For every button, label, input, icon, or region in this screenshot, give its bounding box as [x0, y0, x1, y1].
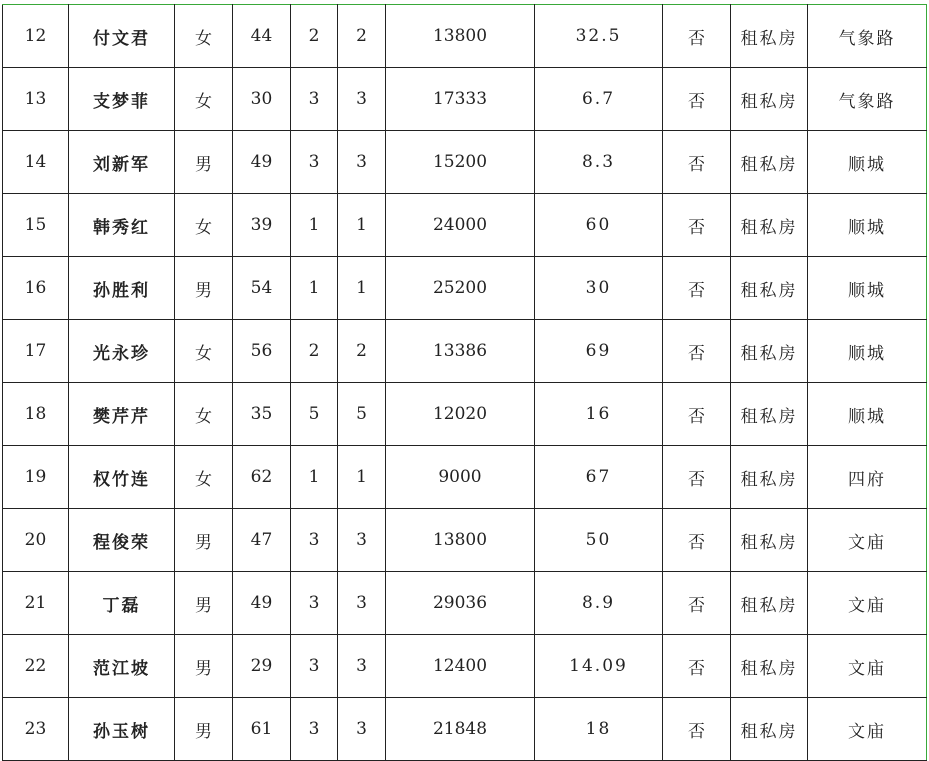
cell-flag: 否 [663, 383, 731, 446]
cell-income: 25200 [386, 257, 535, 320]
cell-sex: 女 [175, 320, 233, 383]
cell-flag: 否 [663, 68, 731, 131]
cell-people-count: 3 [338, 509, 386, 572]
cell-income: 13386 [386, 320, 535, 383]
cell-income: 13800 [386, 5, 535, 68]
table-row [3, 257, 927, 320]
cell-name: 程俊荣 [69, 509, 175, 572]
cell-flag: 否 [663, 698, 731, 761]
cell-household-size: 1 [291, 194, 338, 257]
cell-age: 61 [233, 698, 291, 761]
cell-name: 光永珍 [69, 320, 175, 383]
cell-area: 16 [535, 383, 663, 446]
cell-housing: 租私房 [731, 194, 808, 257]
table-row [3, 5, 927, 68]
cell-flag: 否 [663, 5, 731, 68]
cell-sex: 女 [175, 5, 233, 68]
cell-people-count: 5 [338, 383, 386, 446]
cell-household-size: 5 [291, 383, 338, 446]
cell-number: 13 [3, 68, 69, 131]
cell-age: 47 [233, 509, 291, 572]
cell-housing: 租私房 [731, 131, 808, 194]
table-row [3, 194, 927, 257]
cell-housing: 租私房 [731, 698, 808, 761]
cell-flag: 否 [663, 635, 731, 698]
cell-household-size: 2 [291, 320, 338, 383]
cell-people-count: 3 [338, 68, 386, 131]
cell-location: 文庙 [808, 635, 927, 698]
cell-name: 孙胜利 [69, 257, 175, 320]
cell-people-count: 2 [338, 320, 386, 383]
cell-sex: 男 [175, 698, 233, 761]
cell-number: 12 [3, 5, 69, 68]
cell-age: 54 [233, 257, 291, 320]
cell-income: 29036 [386, 572, 535, 635]
cell-flag: 否 [663, 572, 731, 635]
table-row [3, 698, 927, 761]
cell-area: 32.5 [535, 5, 663, 68]
table-body [3, 5, 927, 761]
cell-location: 顺城 [808, 131, 927, 194]
cell-name: 支梦菲 [69, 68, 175, 131]
cell-housing: 租私房 [731, 509, 808, 572]
cell-number: 19 [3, 446, 69, 509]
cell-household-size: 3 [291, 509, 338, 572]
cell-housing: 租私房 [731, 383, 808, 446]
cell-location: 文庙 [808, 572, 927, 635]
cell-name: 韩秀红 [69, 194, 175, 257]
cell-age: 49 [233, 131, 291, 194]
cell-number: 22 [3, 635, 69, 698]
cell-household-size: 3 [291, 635, 338, 698]
cell-area: 30 [535, 257, 663, 320]
cell-income: 13800 [386, 509, 535, 572]
cell-area: 67 [535, 446, 663, 509]
cell-housing: 租私房 [731, 68, 808, 131]
cell-flag: 否 [663, 194, 731, 257]
cell-area: 18 [535, 698, 663, 761]
table-row [3, 446, 927, 509]
data-table [2, 4, 927, 761]
cell-sex: 男 [175, 131, 233, 194]
cell-people-count: 1 [338, 257, 386, 320]
cell-number: 15 [3, 194, 69, 257]
cell-income: 12020 [386, 383, 535, 446]
cell-household-size: 3 [291, 131, 338, 194]
cell-household-size: 1 [291, 446, 338, 509]
cell-household-size: 2 [291, 5, 338, 68]
cell-income: 24000 [386, 194, 535, 257]
cell-location: 顺城 [808, 257, 927, 320]
cell-housing: 租私房 [731, 257, 808, 320]
cell-number: 20 [3, 509, 69, 572]
cell-location: 顺城 [808, 320, 927, 383]
cell-name: 权竹连 [69, 446, 175, 509]
cell-number: 18 [3, 383, 69, 446]
cell-age: 49 [233, 572, 291, 635]
cell-sex: 男 [175, 635, 233, 698]
cell-income: 12400 [386, 635, 535, 698]
cell-age: 35 [233, 383, 291, 446]
cell-name: 樊芹芹 [69, 383, 175, 446]
cell-location: 文庙 [808, 509, 927, 572]
cell-name: 范江坡 [69, 635, 175, 698]
cell-name: 丁磊 [69, 572, 175, 635]
cell-name: 孙玉树 [69, 698, 175, 761]
cell-income: 15200 [386, 131, 535, 194]
cell-age: 30 [233, 68, 291, 131]
cell-people-count: 3 [338, 698, 386, 761]
cell-income: 17333 [386, 68, 535, 131]
cell-area: 14.09 [535, 635, 663, 698]
cell-age: 62 [233, 446, 291, 509]
cell-location: 顺城 [808, 383, 927, 446]
cell-age: 56 [233, 320, 291, 383]
cell-sex: 女 [175, 194, 233, 257]
table-row [3, 635, 927, 698]
cell-household-size: 3 [291, 698, 338, 761]
cell-number: 21 [3, 572, 69, 635]
cell-area: 6.7 [535, 68, 663, 131]
cell-area: 8.9 [535, 572, 663, 635]
table-row [3, 383, 927, 446]
cell-income: 9000 [386, 446, 535, 509]
cell-name: 刘新军 [69, 131, 175, 194]
cell-age: 39 [233, 194, 291, 257]
cell-number: 14 [3, 131, 69, 194]
cell-flag: 否 [663, 257, 731, 320]
table-row [3, 320, 927, 383]
cell-area: 50 [535, 509, 663, 572]
cell-flag: 否 [663, 320, 731, 383]
cell-housing: 租私房 [731, 572, 808, 635]
cell-housing: 租私房 [731, 320, 808, 383]
cell-housing: 租私房 [731, 5, 808, 68]
cell-area: 8.3 [535, 131, 663, 194]
cell-housing: 租私房 [731, 635, 808, 698]
cell-location: 气象路 [808, 5, 927, 68]
cell-sex: 女 [175, 446, 233, 509]
cell-household-size: 1 [291, 257, 338, 320]
cell-sex: 男 [175, 572, 233, 635]
cell-people-count: 3 [338, 635, 386, 698]
cell-location: 四府 [808, 446, 927, 509]
cell-household-size: 3 [291, 572, 338, 635]
cell-people-count: 2 [338, 5, 386, 68]
cell-household-size: 3 [291, 68, 338, 131]
cell-location: 顺城 [808, 194, 927, 257]
cell-people-count: 3 [338, 572, 386, 635]
table-row [3, 509, 927, 572]
cell-people-count: 1 [338, 194, 386, 257]
cell-people-count: 3 [338, 131, 386, 194]
cell-sex: 男 [175, 257, 233, 320]
cell-sex: 女 [175, 383, 233, 446]
cell-location: 文庙 [808, 698, 927, 761]
cell-flag: 否 [663, 446, 731, 509]
cell-location: 气象路 [808, 68, 927, 131]
cell-people-count: 1 [338, 446, 386, 509]
cell-number: 23 [3, 698, 69, 761]
cell-name: 付文君 [69, 5, 175, 68]
cell-age: 44 [233, 5, 291, 68]
cell-area: 69 [535, 320, 663, 383]
cell-number: 16 [3, 257, 69, 320]
cell-area: 60 [535, 194, 663, 257]
cell-sex: 男 [175, 509, 233, 572]
cell-income: 21848 [386, 698, 535, 761]
cell-sex: 女 [175, 68, 233, 131]
cell-age: 29 [233, 635, 291, 698]
cell-housing: 租私房 [731, 446, 808, 509]
table-row [3, 572, 927, 635]
table-row [3, 68, 927, 131]
cell-number: 17 [3, 320, 69, 383]
cell-flag: 否 [663, 131, 731, 194]
cell-flag: 否 [663, 509, 731, 572]
table-row [3, 131, 927, 194]
